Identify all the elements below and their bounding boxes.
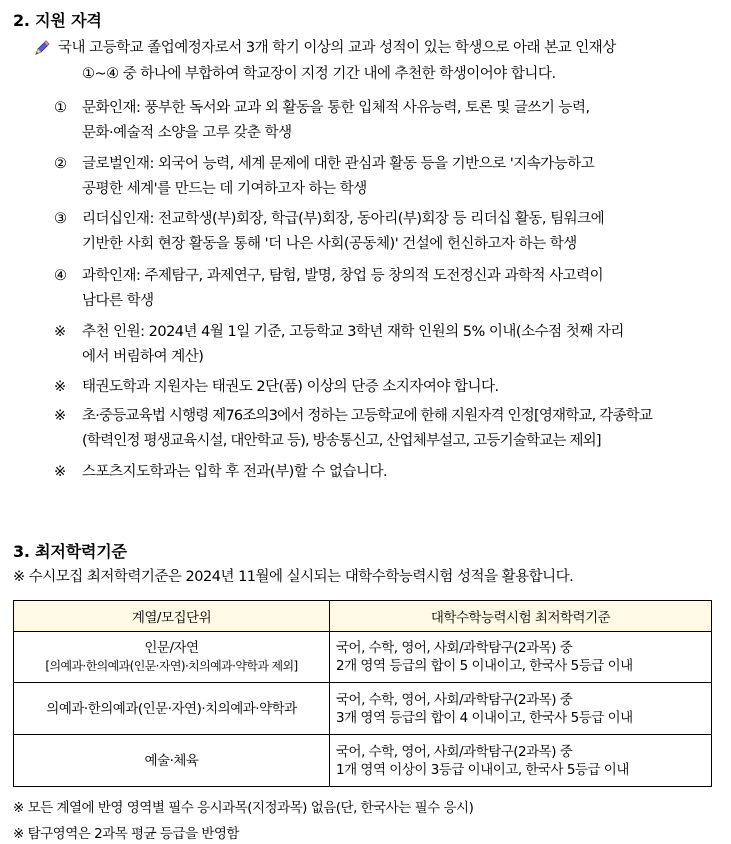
intro-line-2: ①~④ 중 하나에 부합하여 학교장이 지정 기간 내에 추천한 학생이어야 합니다.	[82, 66, 556, 82]
item-2-line-1: 글로벌인재: 외국어 능력, 세계 문제에 대한 관심과 활동 등을 기반으로 '지속가능하고	[82, 156, 595, 172]
section-3-intro: ※ 수시모집 최저학력기준은 2024년 11월에 실시되는 대학수학능력시험 성적을 활용합니다.	[13, 569, 574, 585]
table-cell-unit	[14, 632, 330, 683]
unit-line-1: 예술·체육	[144, 752, 199, 769]
criteria-line-2: 1개 영역 이상이 3등급 이내이고, 한국사 5등급 이내	[336, 761, 629, 778]
criteria-line-1: 국어, 수학, 영어, 사회/과학탐구(2과목) 중	[336, 743, 573, 760]
criteria-line-2: 2개 영역 등급의 합이 5 이내이고, 한국사 5등급 이내	[336, 658, 633, 674]
item-1-line-2: 문화·예술적 소양을 고루 갖춘 학생	[82, 125, 292, 141]
item-marker: ④	[54, 268, 67, 284]
item-2-line-2: 공평한 세계'를 만드는 데 기여하고자 하는 학생	[82, 181, 367, 197]
note-marker: ※	[54, 464, 66, 480]
footnote-2: ※ 탐구영역은 2과목 평균 등급을 반영함	[13, 826, 239, 842]
intro-line-1: 국내 고등학교 졸업예정자로서 3개 학기 이상의 교과 성적이 있는 학생으로 아래 본교 인재상	[58, 40, 616, 56]
table-cell-unit	[14, 683, 330, 735]
note-3-line-1: 초·중등교육법 시행령 제76조의3에서 정하는 고등학교에 한해 지원자격 인정[영재학교, 각종학교	[82, 408, 653, 424]
section-3-heading: 3. 최저학력기준	[13, 542, 127, 561]
note-2-line-1: 태권도학과 지원자는 태권도 2단(품) 이상의 단증 소지자여야 합니다.	[82, 379, 499, 395]
item-3-line-2: 기반한 사회 현장 활동을 통해 '더 나은 사회(공동체)' 건설에 헌신하고자 하는 학생	[82, 236, 577, 252]
unit-line-2: [의예과·한의예과(인문·자연)·치의예과·약학과 제외]	[45, 659, 298, 673]
item-1-line-1: 문화인재: 풍부한 독서와 교과 외 활동을 통한 입체적 사유능력, 토론 및 글쓰기 능력,	[82, 100, 590, 116]
note-1-line-1: 추천 인원: 2024년 4월 1일 기준, 고등학교 3학년 재학 인원의 5% 이내(소수점 첫째 자리	[82, 324, 624, 340]
note-3-line-2: (학력인정 평생교육시설, 대안학교 등), 방송통신고, 산업체부설고, 고등기술학교는 제외]	[82, 433, 601, 449]
table-header-cell: 대학수학능력시험 최저학력기준	[330, 601, 712, 632]
table-header-row	[14, 601, 712, 632]
table-cell-criteria	[330, 735, 712, 787]
item-marker: ②	[54, 156, 67, 172]
criteria-line-1: 국어, 수학, 영어, 사회/과학탐구(2과목) 중	[336, 640, 573, 656]
note-marker: ※	[54, 324, 66, 340]
table-cell-unit	[14, 735, 330, 787]
note-marker: ※	[54, 408, 66, 424]
note-4-line-1: 스포츠지도학과는 입학 후 전과(부)할 수 없습니다.	[82, 464, 388, 480]
table-cell-criteria	[330, 632, 712, 683]
pencil-icon	[33, 39, 51, 57]
unit-line-1: 인문/자연	[144, 640, 199, 656]
table-row	[14, 735, 712, 787]
item-marker: ③	[54, 211, 67, 227]
item-marker: ①	[54, 100, 67, 116]
unit-line-1: 의예과·한의예과(인문·자연)·치의예과·약학과	[46, 700, 297, 717]
table-header-cell: 계열/모집단위	[14, 601, 330, 632]
item-3-line-1: 리더십인재: 전교학생(부)회장, 학급(부)회장, 동아리(부)회장 등 리더십 활동, 팀워크에	[82, 211, 605, 227]
footnote-1: ※ 모든 계열에 반영 영역별 필수 응시과목(지정과목) 없음(단, 한국사는 필수 응시)	[13, 800, 474, 816]
section-2-heading: 2. 지원 자격	[13, 11, 102, 30]
minimum-criteria-table	[13, 600, 712, 787]
table-cell-criteria	[330, 683, 712, 735]
table-row	[14, 683, 712, 735]
note-marker: ※	[54, 379, 66, 395]
item-4-line-2: 남다른 학생	[82, 293, 154, 309]
criteria-line-1: 국어, 수학, 영어, 사회/과학탐구(2과목) 중	[336, 691, 573, 708]
item-4-line-1: 과학인재: 주제탐구, 과제연구, 탐험, 발명, 창업 등 창의적 도전정신과 과학적 사고력이	[82, 268, 604, 284]
criteria-line-2: 3개 영역 등급의 합이 4 이내이고, 한국사 5등급 이내	[336, 709, 633, 726]
note-1-line-2: 에서 버림하여 계산)	[82, 349, 204, 365]
table-row	[14, 632, 712, 683]
